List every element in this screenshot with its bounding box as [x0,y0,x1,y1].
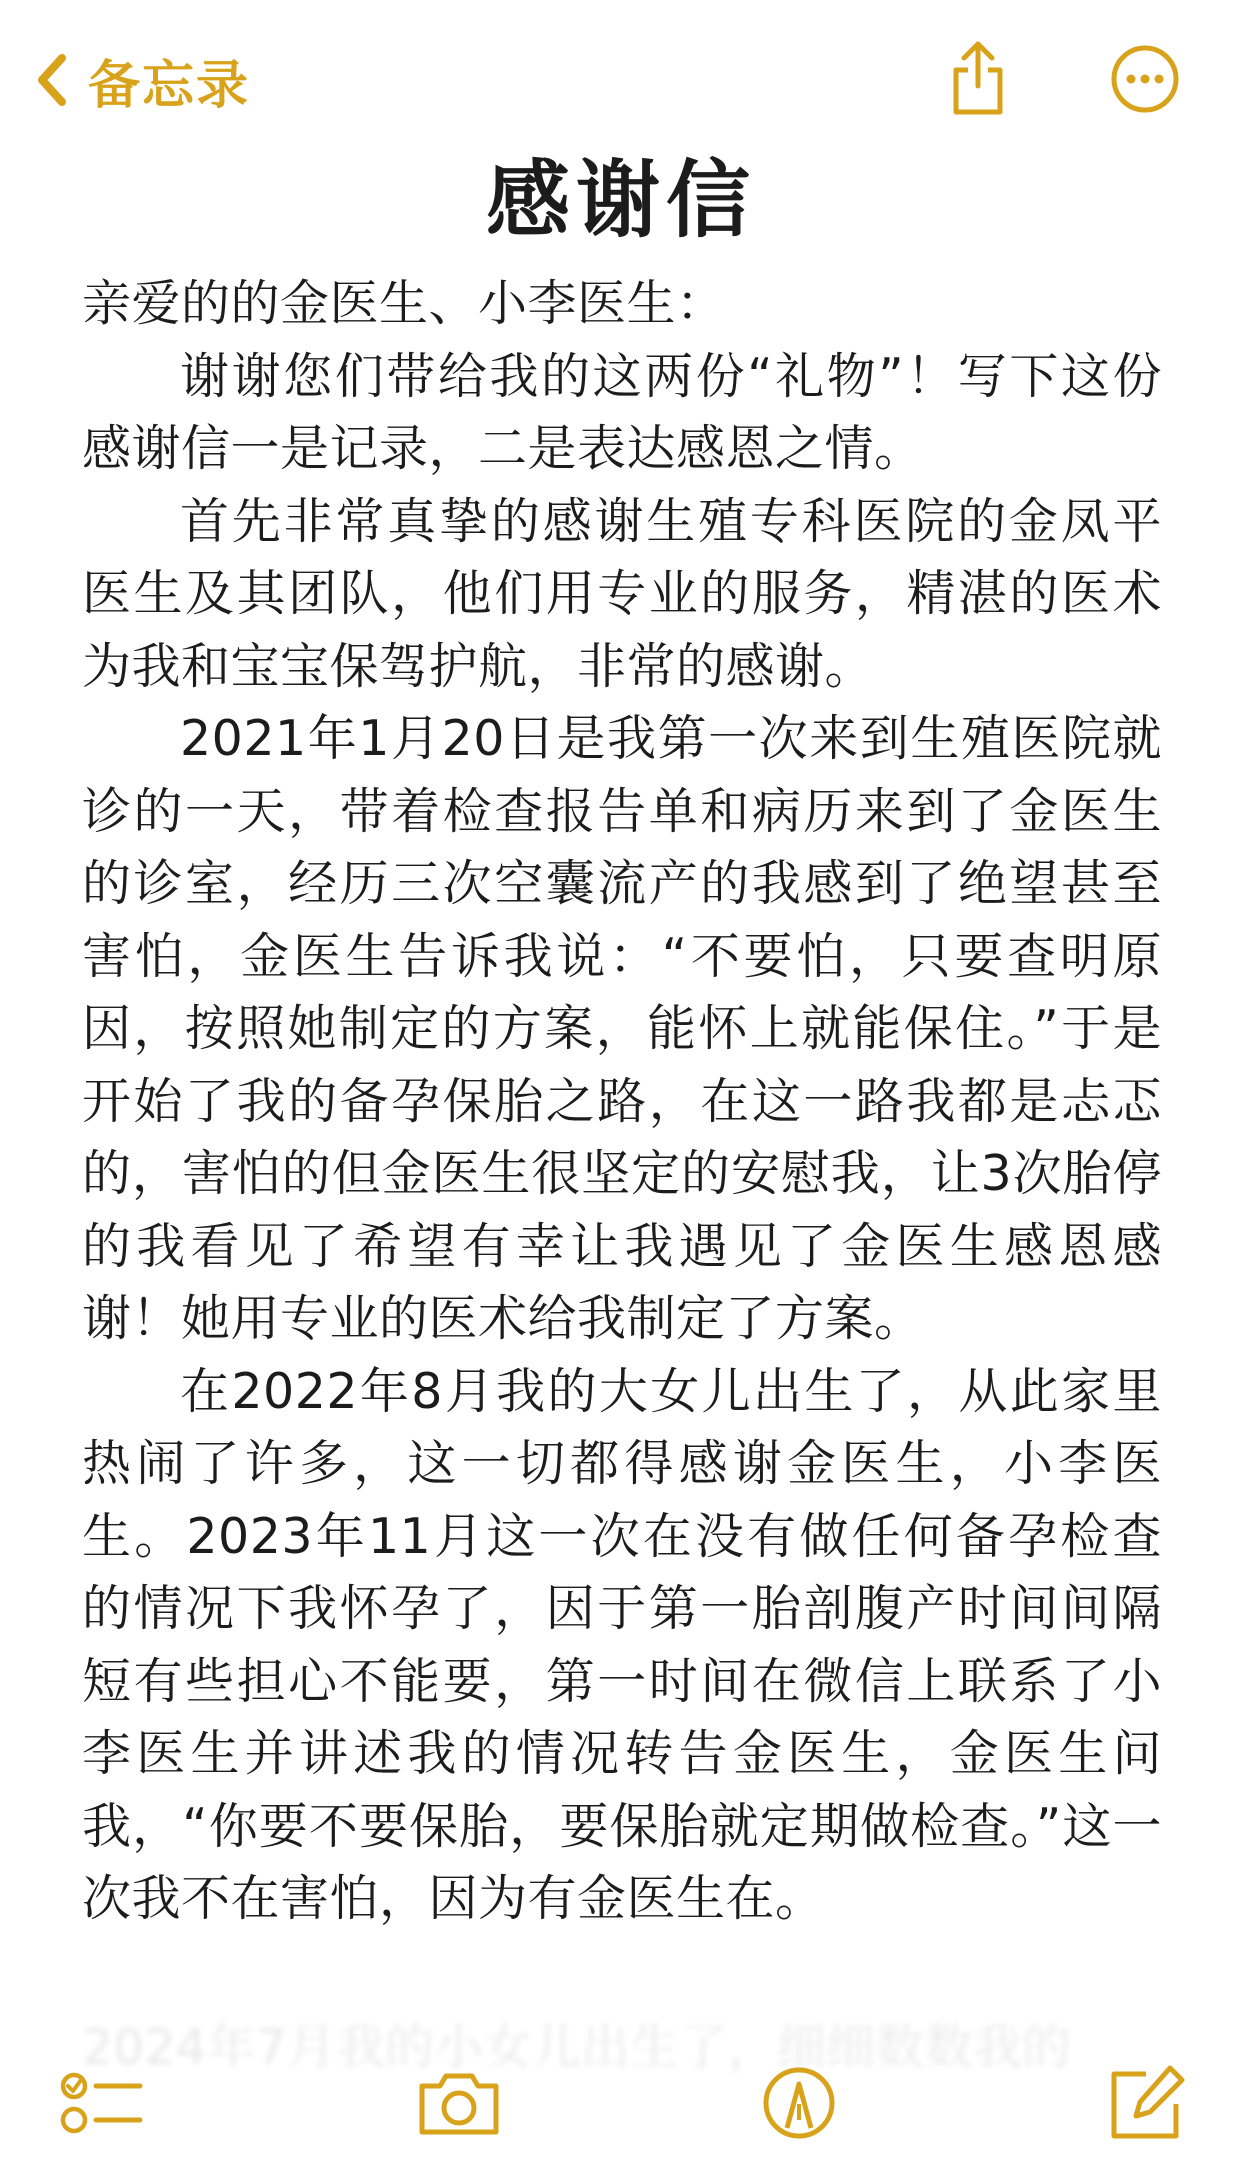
share-button[interactable] [946,38,1010,118]
markup-pen-icon [754,2058,844,2148]
ellipsis-circle-icon [1110,99,1180,118]
note-faded-line: 2024年7月我的小女儿出生了，细细数数我的 [82,2019,1071,2076]
note-paragraph: 首先非常真挚的感谢生殖专科医院的金凤平医生及其团队，他们用专业的服务，精湛的医术为我和宝宝保驾护航，非常的感谢。 [82,492,1162,695]
note-body[interactable] [82,268,1162,1936]
back-button-label: 备忘录 [88,55,251,116]
compose-button[interactable] [1100,2058,1190,2148]
note-greeting: 亲爱的的金医生、小李医生： [82,275,726,332]
bottom-toolbar [0,2040,1242,2159]
note-title: 感谢信 [485,151,756,249]
camera-icon [414,2058,504,2148]
compose-icon [1100,2058,1190,2148]
camera-button[interactable] [414,2058,504,2148]
chevron-left-icon [36,54,66,106]
note-paragraph: 2021年1月20日是我第一次来到生殖医院就诊的一天，带着检查报告单和病历来到了金医生的诊室，经历三次空囊流产的我感到了绝望甚至害怕，金医生告诉我说：“不要怕，只要查明原因，按照她制定的方案，能怀上就能保住。”于是开始了我的备孕保胎之路，在这一路我都是忐忑的，害怕的但金医生很坚定的安慰我，让3次胎停的我看见了希望有幸让我遇见了金医生感恩感谢！她用专业的医术给我制定了方案。 [82,710,1162,1347]
note-paragraph: 谢谢您们带给我的这两份“礼物”！写下这份感谢信一是记录，二是表达感恩之情。 [82,347,1162,477]
checklist-button[interactable] [56,2058,146,2148]
checklist-icon [56,2058,146,2148]
markup-button[interactable] [754,2058,844,2148]
back-button[interactable] [36,40,250,120]
share-icon [946,103,1010,122]
note-paragraph: 在2022年8月我的大女儿出生了，从此家里热闹了许多，这一切都得感谢金医生，小李医生。2023年11月这一次在没有做任何备孕检查的情况下我怀孕了，因于第一胎剖腹产时间间隔短有些担心不能要，第一时间在微信上联系了小李医生并讲述我的情况转告金医生，金医生问我，“你要不要保胎，要保胎就定期做检查。”这一次我不在害怕，因为有金医生在。 [82,1362,1162,1927]
more-options-button[interactable] [1110,44,1180,114]
navigation-bar [0,0,1242,150]
